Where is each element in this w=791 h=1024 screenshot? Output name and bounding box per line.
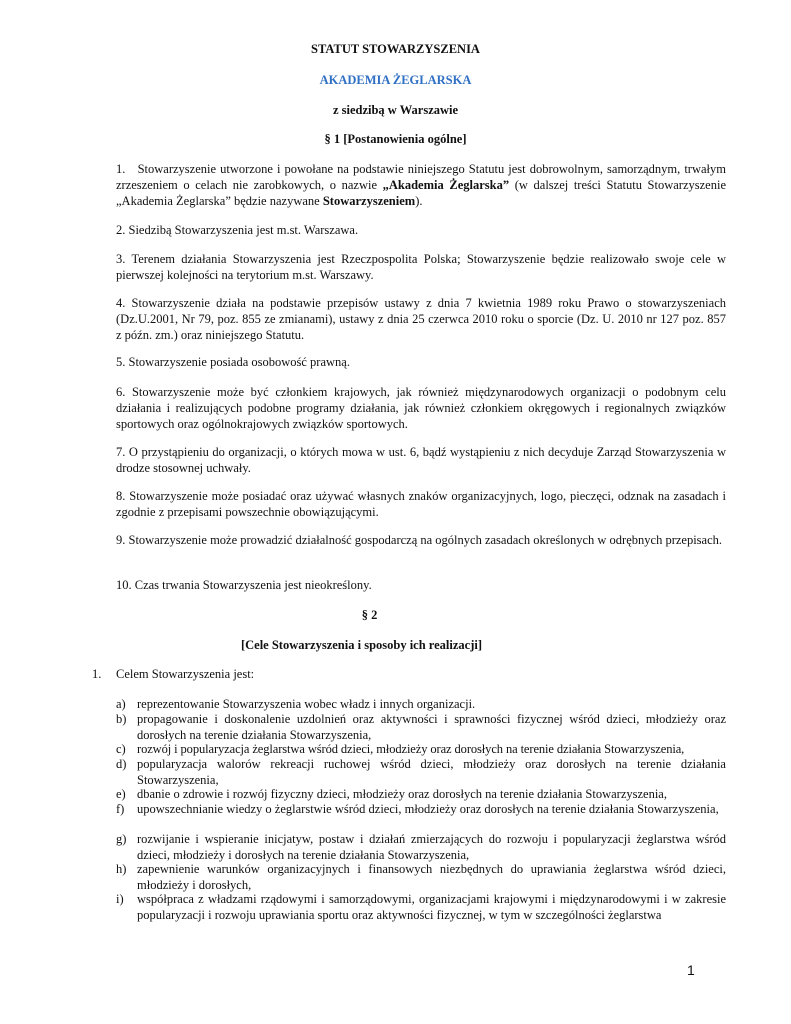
paragraph-1: 1. Stowarzyszenie utworzone i powołane na podstawie niniejszego Statutu jest dobrowolnym, samorządnym, trwałym zrzeszeniem o celach nie zarobkowych, o nazwie „Akademia Żeglarska” (w dalszej treści Statutu Stowarzyszenie „Akademia Żeglarska” będzie nazywane Stowarzyszeniem). xyxy=(116,162,727,209)
paragraph-5: 5. Stowarzyszenie posiada osobowość prawną. xyxy=(116,355,350,369)
seat-line: z siedzibą w Warszawie xyxy=(332,103,459,117)
paragraph-9: 9. Stowarzyszenie może prowadzić działalność gospodarczą na ogólnych zasadach określonych w odrębnych przepisach. xyxy=(116,533,723,547)
paragraph-6: 6. Stowarzyszenie może być członkiem krajowych, jak również międzynarodowych organizacji o podobnym celu działania i realizujących podobne programy działania, jak również członkiem okręgowych i regionalnych związków sportowych oraz ogólnokrajowych związków sportowych. xyxy=(116,385,726,432)
section1-heading: § 1 [Postanowienia ogólne] xyxy=(324,132,467,146)
association-name: AKADEMIA ŻEGLARSKA xyxy=(319,73,472,87)
paragraph-10: 10. Czas trwania Stowarzyszenia jest nieokreślony. xyxy=(116,578,372,592)
document-title: STATUT STOWARZYSZENIA xyxy=(311,42,480,56)
page-number: 1 xyxy=(687,962,695,978)
paragraph-3: 3. Terenem działania Stowarzyszenia jest Rzeczpospolita Polska; Stowarzyszenie będzie realizowało swoje cele w pierwszej kolejności na terytorium m.st. Warszawy. xyxy=(116,252,726,283)
section2-heading: § 2 xyxy=(361,608,378,622)
paragraph-7: 7. O przystąpieniu do organizacji, o których mowa w ust. 6, bądź wystąpieniu z nich decyduje Zarząd Stowarzyszenia w drodze stosownej uchwały. xyxy=(116,445,726,476)
document-page: STATUT STOWARZYSZENIA AKADEMIA ŻEGLARSKA z siedzibą w Warszawie § 1 [Postanowienia ogólne] 1. Stowarzyszenie utworzone i powołane na podstawie niniejszego Statutu jest dobrowolnym, samorządnym, trwałym zrzeszeniem o celach nie zarobkowych, o nazwie „Akademia Żeglarska” (w dalszej treści Statutu Stowarzyszenie „Akademia Żeglarska” będzie nazywane Stowarzyszeniem). 2. Siedzibą Stowarzyszenia jest m.st. Warszawa. 3. Terenem działania Stowarzyszenia jest Rzeczpospolita Polska; Stowarzyszenie będzie realizowało swoje cele w pierwszej kolejności na terytorium m.st. Warszawy. 4. Stowarzyszenie działa na podstawie przepisów ustawy z dnia 7 kwietnia 1989 roku Prawo o stowarzyszeniach (Dz.U.2001, Nr 79, poz. 855 ze zmianami), ustawy z dnia 25 czerwca 2010 roku o sporcie (Dz. U. 2010 nr 127 poz. 857 z późn. zm.) oraz niniejszego Statutu. 5. Stowarzyszenie posiada osobowość prawną. 6. Stowarzyszenie może być członkiem krajowych, jak również międzynarodowych organizacji o podobnym celu działania i realizujących podobne programy działania, jak również członkiem okręgowych i regionalnych związków sportowych oraz ogólnokrajowych związków sportowych. 7. O przystąpieniu do organizacji, o których mowa w ust. 6, bądź wystąpieniu z nich decyduje Zarząd Stowarzyszenia w drodze stosownej uchwały. 8. Stowarzyszenie może posiadać oraz używać własnych znaków organizacyjnych, logo, pieczęci, odznak na zasadach i zgodnie z przepisami powszechnie obowiązującymi. 9. Stowarzyszenie może prowadzić działalność gospodarczą na ogólnych zasadach określonych w odrębnych przepisach. 10. Czas trwania Stowarzyszenia jest nieokreślony. § 2 [Cele Stowarzyszenia i sposoby ich realizacji] 1. Celem Stowarzyszenia jest: a) reprezentowanie Stowarzyszenia wobec władz i innych organizacji. b) propagowanie i doskonalenie uzdolnień oraz aktywności i sprawności fizycznej wśród dzieci, młodzieży oraz dorosłych na terenie działania Stowarzyszenia, c) rozwój i popularyzacja żeglarstwa wśród dzieci, młodzieży oraz dorosłych na terenie działania Stowarzyszenia, d) popularyzacja walorów rekreacji ruchowej wśród dzieci, młodzieży oraz dorosłych na terenie działania Stowarzyszenia, e) dbanie o zdrowie i rozwój fizyczny dzieci, młodzieży oraz dorosłych na terenie działania Stowarzyszenia, f) upowszechnianie wiedzy o żeglarstwie wśród dzieci, młodzieży oraz dorosłych na terenie działania Stowarzyszenia, g) rozwijanie i wspieranie inicjatyw, postaw i działań zmierzających do rozwoju i popularyzacji żeglarstwa wśród dzieci, młodzieży i dorosłych na terenie działania Stowarzyszenia, h) zapewnienie warunków organizacyjnych i finansowych niezbędnych do uprawiania żeglarstwa wśród dzieci, młodzieży i dorosłych, i) współpraca z władzami rządowymi i samorządowymi, organizacjami krajowymi i międzynarodowymi i w zakresie popularyzacji i rozwoju uprawiania sportu oraz aktywności fizycznej, w tym w szczególności żeglarstwa 1 xyxy=(0,0,791,1024)
paragraph-8: 8. Stowarzyszenie może posiadać oraz używać własnych znaków organizacyjnych, logo, pieczęci, odznak na zasadach i zgodnie z przepisami powszechnie obowiązującymi. xyxy=(116,489,726,520)
paragraph-2: 2. Siedzibą Stowarzyszenia jest m.st. Warszawa. xyxy=(116,223,359,237)
section2-subheading: [Cele Stowarzyszenia i sposoby ich realizacji] xyxy=(240,638,483,652)
paragraph-4: 4. Stowarzyszenie działa na podstawie przepisów ustawy z dnia 7 kwietnia 1989 roku Prawo o stowarzyszeniach (Dz.U.2001, Nr 79, poz. 855 ze zmianami), ustawy z dnia 25 czerwca 2010 roku o sporcie (Dz. U. 2010 nr 127 poz. 857 z późn. zm.) oraz niniejszego Statutu. xyxy=(116,296,726,343)
goals-list: a) reprezentowanie Stowarzyszenia wobec władz i innych organizacji. b) propagowanie i doskonalenie uzdolnień oraz aktywności i sprawności fizycznej wśród dzieci, młodzieży oraz dorosłych na terenie działania Stowarzyszenia, c) rozwój i popularyzacja żeglarstwa wśród dzieci, młodzieży oraz dorosłych na terenie działania Stowarzyszenia, d) popularyzacja walorów rekreacji ruchowej wśród dzieci, młodzieży oraz dorosłych na terenie działania Stowarzyszenia, e) dbanie o zdrowie i rozwój fizyczny dzieci, młodzieży oraz dorosłych na terenie działania Stowarzyszenia, f) upowszechnianie wiedzy o żeglarstwie wśród dzieci, młodzieży oraz dorosłych na terenie działania Stowarzyszenia, g) rozwijanie i wspieranie inicjatyw, postaw i działań zmierzających do rozwoju i popularyzacji żeglarstwa wśród dzieci, młodzieży i dorosłych na terenie działania Stowarzyszenia, h) zapewnienie warunków organizacyjnych i finansowych niezbędnych do uprawiania żeglarstwa wśród dzieci, młodzieży i dorosłych, i) współpraca z władzami rządowymi i samorządowymi, organizacjami krajowymi i międzynarodowymi i w zakresie popularyzacji i rozwoju uprawiania sportu oraz aktywności fizycznej, w tym w szczególności żeglarstwa xyxy=(116,697,726,923)
